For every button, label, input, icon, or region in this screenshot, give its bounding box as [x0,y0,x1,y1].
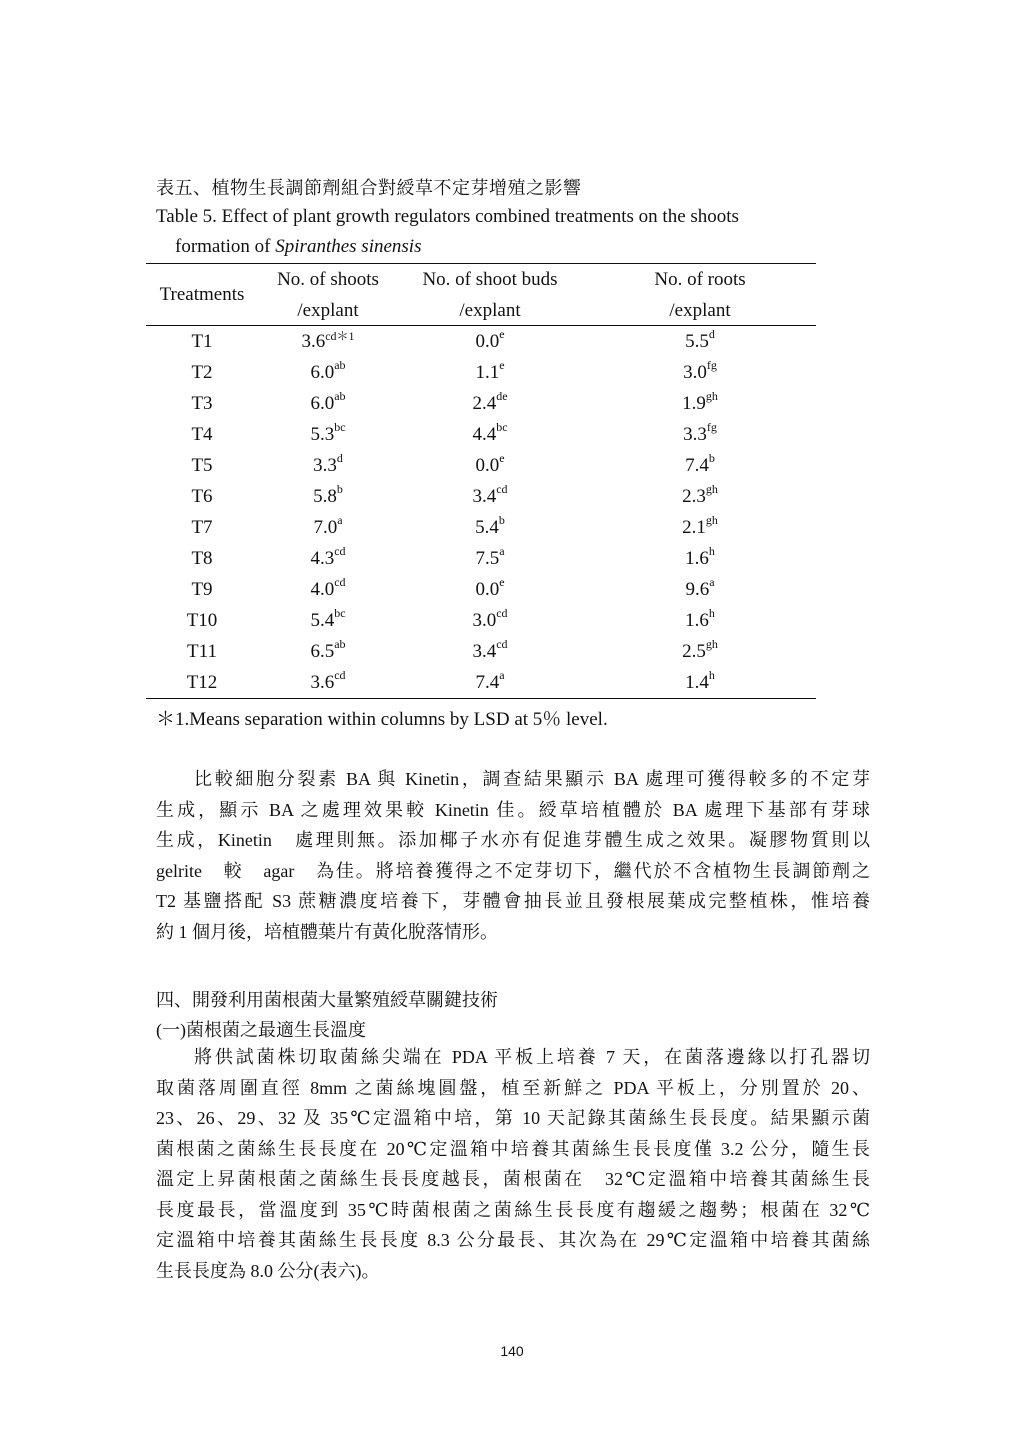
treatment-cell [150,579,254,601]
cell-value: T12 [186,672,218,693]
shoots-cell [258,544,398,570]
roots-cell [620,358,780,384]
cell-value: 3.0 [683,362,707,383]
shoot-buds-cell [405,358,575,384]
shoots-cell [258,420,398,446]
table-header-rule [146,325,816,326]
cell-value: 3.0 [472,610,497,631]
shoot-buds-cell [405,482,575,508]
significance-letter: gh [705,389,718,403]
cell-value: 2.4 [472,393,497,414]
roots-cell [620,482,780,508]
header-shoot-buds: No. of shoot buds [422,269,558,290]
significance-letter: bc [496,420,508,434]
shoots-cell [258,451,398,477]
cell-value: 2.5 [682,641,706,662]
shoot-buds-cell [405,606,575,632]
roots-cell [620,420,780,446]
cell-value: 5.3 [310,424,335,445]
table-row [146,637,816,672]
cell-value: T10 [186,610,218,631]
treatment-cell [150,424,254,446]
cell-value: T8 [191,548,213,569]
text-line: 溫定上昇菌根菌之菌絲生長長度越長，菌根菌在 32℃定溫箱中培養其菌絲生長 [156,1169,870,1189]
species-name: Spiranthes sinensis [275,236,422,257]
table-caption-english-cont [175,236,421,258]
cell-value: 6.5 [310,641,335,662]
significance-letter: e [499,451,505,465]
cell-value: T11 [187,641,217,662]
roots-cell [620,451,780,477]
treatment-cell [150,517,254,539]
significance-letter: fg [706,420,717,434]
shoots-cell [258,513,398,539]
shoot-buds-cell [405,420,575,446]
significance-letter: cd [334,575,346,589]
significance-letter: ab [334,637,346,651]
paragraph-cytokinin [156,764,870,947]
significance-letter: h [708,668,715,682]
text-line: T2 基鹽搭配 S3 蔗糖濃度培養下，芽體會抽長並且發根展葉成完整植株，惟培養 [156,891,870,911]
text-line: 生成，Kinetin 處理則無。添加椰子水亦有促進芽體生成之效果。凝膠物質則以 [156,830,870,850]
treatment-cell [150,331,254,353]
cell-value: T5 [191,455,213,476]
cell-value: 3.4 [472,486,497,507]
cell-value: T7 [191,517,213,538]
significance-letter: a [499,544,505,558]
significance-letter: gh [705,513,718,527]
significance-letter: b [336,482,343,496]
text-line: 生成，顯示 BA 之處理效果較 Kinetin 佳。綬草培植體於 BA 處理下基部有芽球 [156,799,870,820]
shoot-buds-cell [405,668,575,694]
cell-value: 2.3 [682,486,706,507]
cell-value: 3.6 [301,331,326,352]
cell-value: 5.4 [310,610,335,631]
cell-value: 3.3 [683,424,707,445]
shoots-cell [258,358,398,384]
roots-cell [620,606,780,632]
cell-value: T1 [191,331,213,352]
table-footnote: ＊1.Means separation within columns by LSD at 5％ level. [156,709,608,730]
shoot-buds-cell [405,327,575,353]
table-row [146,544,816,579]
header-shoots: No. of shoots [277,269,379,290]
significance-letter: bc [334,606,346,620]
cell-value: T4 [191,424,213,445]
significance-letter: bc [334,420,346,434]
significance-letter: b [498,513,505,527]
text-line: 約 1 個月後，培植體葉片有黃化脫落情形。 [156,921,498,942]
cell-value: 6.0 [310,393,335,414]
text-line: 比較細胞分裂素 BA 與 Kinetin，調查結果顯示 BA 處理可獲得較多的不定芽 [194,769,870,789]
shoot-buds-cell [405,451,575,477]
cell-value: T3 [191,393,213,414]
treatment-cell [150,362,254,384]
cell-value: 1.6 [685,548,709,569]
table-row [146,513,816,548]
significance-letter: cd [496,606,508,620]
shoot-buds-cell [405,513,575,539]
cell-value: 4.0 [310,579,335,600]
cell-value: 3.4 [472,641,497,662]
roots-cell [620,575,780,601]
cell-value: 0.0 [475,579,500,600]
paragraph-temperature [156,1042,870,1286]
cell-value: 9.6 [685,579,710,600]
text-line: 取菌落周圍直徑 8mm 之菌絲塊圓盤，植至新鮮之 PDA 平板上，分別置於 20、 [156,1077,870,1098]
treatment-cell [150,486,254,508]
cell-value: 0.0 [475,455,500,476]
significance-letter: cd [496,637,508,651]
table-caption-chinese: 表五、植物生長調節劑組合對綬草不定芽增殖之影響 [156,178,582,198]
header-shoot-buds-unit: /explant [459,300,521,321]
cell-value: 1.4 [685,672,709,693]
table-row [146,420,816,455]
significance-letter: e [499,575,505,589]
shoots-cell [258,331,398,353]
text-line: 菌根菌之菌絲生長長度在 20℃定溫箱中培養其菌絲生長長度僅 3.2 公分，隨生長 [156,1138,870,1159]
significance-letter: fg [706,358,717,372]
cell-value: 4.3 [310,548,335,569]
significance-letter: ab [334,358,346,372]
roots-cell [620,327,780,353]
page-number: 140 [500,1343,524,1359]
treatment-cell [150,672,254,694]
cell-value: 2.1 [682,517,706,538]
roots-cell [620,389,780,415]
significance-letter: e [499,358,505,372]
cell-value: 6.0 [310,362,335,383]
cell-value: T9 [191,579,213,600]
treatment-cell [150,610,254,632]
table-row [146,575,816,610]
treatment-cell [150,393,254,415]
significance-letter: cd [334,668,346,682]
cell-value: 3.3 [313,455,337,476]
roots-cell [620,668,780,694]
significance-letter: e [499,327,505,341]
significance-letter: h [708,544,715,558]
significance-letter: de [496,389,508,403]
cell-value: 7.5 [475,548,500,569]
significance-letter: cd＊1 [325,329,355,343]
treatment-cell [150,548,254,570]
cell-value: 1.1 [475,362,500,383]
shoots-cell [258,575,398,601]
header-treatments: Treatments [159,284,245,305]
significance-letter: gh [705,637,718,651]
roots-cell [620,513,780,539]
caption-prefix: formation of [175,236,276,257]
shoots-cell [258,482,398,508]
significance-letter: a [499,668,505,682]
text-line: gelrite 較 agar 為佳。將培養獲得之不定芽切下，繼代於不含植物生長調節劑之 [156,860,870,881]
significance-letter: gh [705,482,718,496]
significance-letter: ab [334,389,346,403]
cell-value: T2 [191,362,213,383]
text-line: 23、26、29、32 及 35℃定溫箱中培，第 10 天記錄其菌絲生長長度。結果顯示菌 [156,1108,870,1128]
cell-value: 7.4 [475,672,500,693]
header-roots: No. of roots [654,269,746,290]
header-shoots-unit: /explant [297,300,359,321]
header-roots-unit: /explant [669,300,731,321]
shoot-buds-cell [405,544,575,570]
shoot-buds-cell [405,389,575,415]
cell-value: 5.4 [475,517,499,538]
roots-cell [620,544,780,570]
cell-value: 7.0 [313,517,338,538]
cell-value: 0.0 [475,331,500,352]
significance-letter: d [336,451,343,465]
significance-letter: cd [496,482,508,496]
significance-letter: h [708,606,715,620]
cell-value: 3.6 [310,672,335,693]
shoots-cell [258,606,398,632]
cell-value: 1.6 [685,610,709,631]
significance-letter: a [337,513,343,527]
text-line: 長度最長，當溫度到 35℃時菌根菌之菌絲生長長度有趨緩之趨勢；根菌在 32℃ [156,1199,870,1220]
cell-value: 4.4 [472,424,497,445]
cell-value: 7.4 [685,455,709,476]
significance-letter: cd [334,544,346,558]
text-line: 定溫箱中培養其菌絲生長長度 8.3 公分最長、其次為在 29℃定溫箱中培養其菌絲 [156,1230,870,1250]
shoot-buds-cell [405,637,575,663]
text-line: 將供試菌株切取菌絲尖端在 PDA 平板上培養 7 天，在菌落邊緣以打孔器切 [194,1047,870,1067]
significance-letter: d [708,327,715,341]
table-row [146,668,816,703]
significance-letter: a [709,575,715,589]
cell-value: 5.5 [685,331,709,352]
shoots-cell [258,668,398,694]
section-heading: 四、開發利用菌根菌大量繁殖綬草關鍵技術 [156,990,498,1010]
cell-value: 5.8 [313,486,337,507]
significance-letter: b [708,451,715,465]
cell-value: 1.9 [682,393,706,414]
shoots-cell [258,637,398,663]
table-top-rule [146,263,816,264]
treatment-cell [150,455,254,477]
roots-cell [620,637,780,663]
shoots-cell [258,389,398,415]
shoot-buds-cell [405,575,575,601]
subsection-heading: (一)菌根菌之最適生長溫度 [156,1020,366,1040]
treatment-cell [150,641,254,663]
cell-value: T6 [191,486,213,507]
text-line: 生長長度為 8.0 公分(表六)。 [156,1260,380,1281]
table-caption-english: Table 5. Effect of plant growth regulators combined treatments on the shoots [156,206,739,227]
